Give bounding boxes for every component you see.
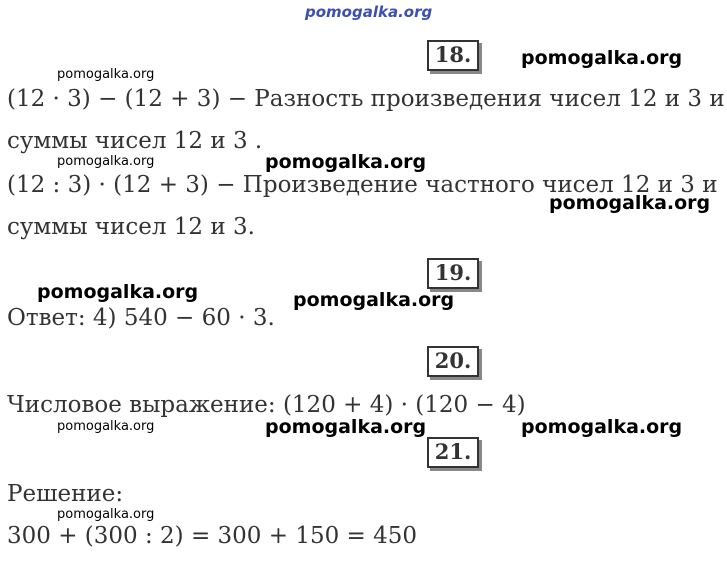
watermark: pomogalka.org (57, 507, 155, 522)
task-19-number: 19. (427, 258, 479, 289)
task-21-number: 21. (427, 437, 479, 468)
watermark: pomogalka.org (265, 416, 427, 438)
watermark: pomogalka.org (57, 154, 155, 169)
watermark: pomogalka.org (57, 419, 155, 434)
task-18-line-4: суммы чисел 12 и 3. (7, 214, 255, 240)
task-20-expression: Числовое выражение: (120 + 4) · (120 − 4) (7, 392, 526, 418)
task-18-number: 18. (427, 40, 479, 71)
task-21-label: Решение: (7, 481, 124, 507)
watermark: pomogalka.org (265, 151, 427, 173)
task-19-answer: Ответ: 4) 540 − 60 · 3. (7, 305, 275, 331)
watermark: pomogalka.org (549, 192, 711, 214)
watermark: pomogalka.org (293, 289, 455, 311)
task-18-line-3: (12 : 3) · (12 + 3) − Произведение частного чисел 12 и 3 и (7, 172, 718, 198)
task-21-solution: 300 + (300 : 2) = 300 + 150 = 450 (7, 523, 418, 549)
watermark: pomogalka.org (521, 416, 683, 438)
watermark: pomogalka.org (57, 67, 155, 82)
watermark-top: pomogalka.org (305, 3, 433, 21)
task-18-line-1: (12 · 3) − (12 + 3) − Разность произведения чисел 12 и 3 и (7, 86, 725, 112)
watermark: pomogalka.org (521, 47, 683, 69)
task-18-line-2: суммы чисел 12 и 3 . (7, 128, 263, 154)
watermark: pomogalka.org (37, 281, 199, 303)
task-20-number: 20. (427, 346, 479, 377)
